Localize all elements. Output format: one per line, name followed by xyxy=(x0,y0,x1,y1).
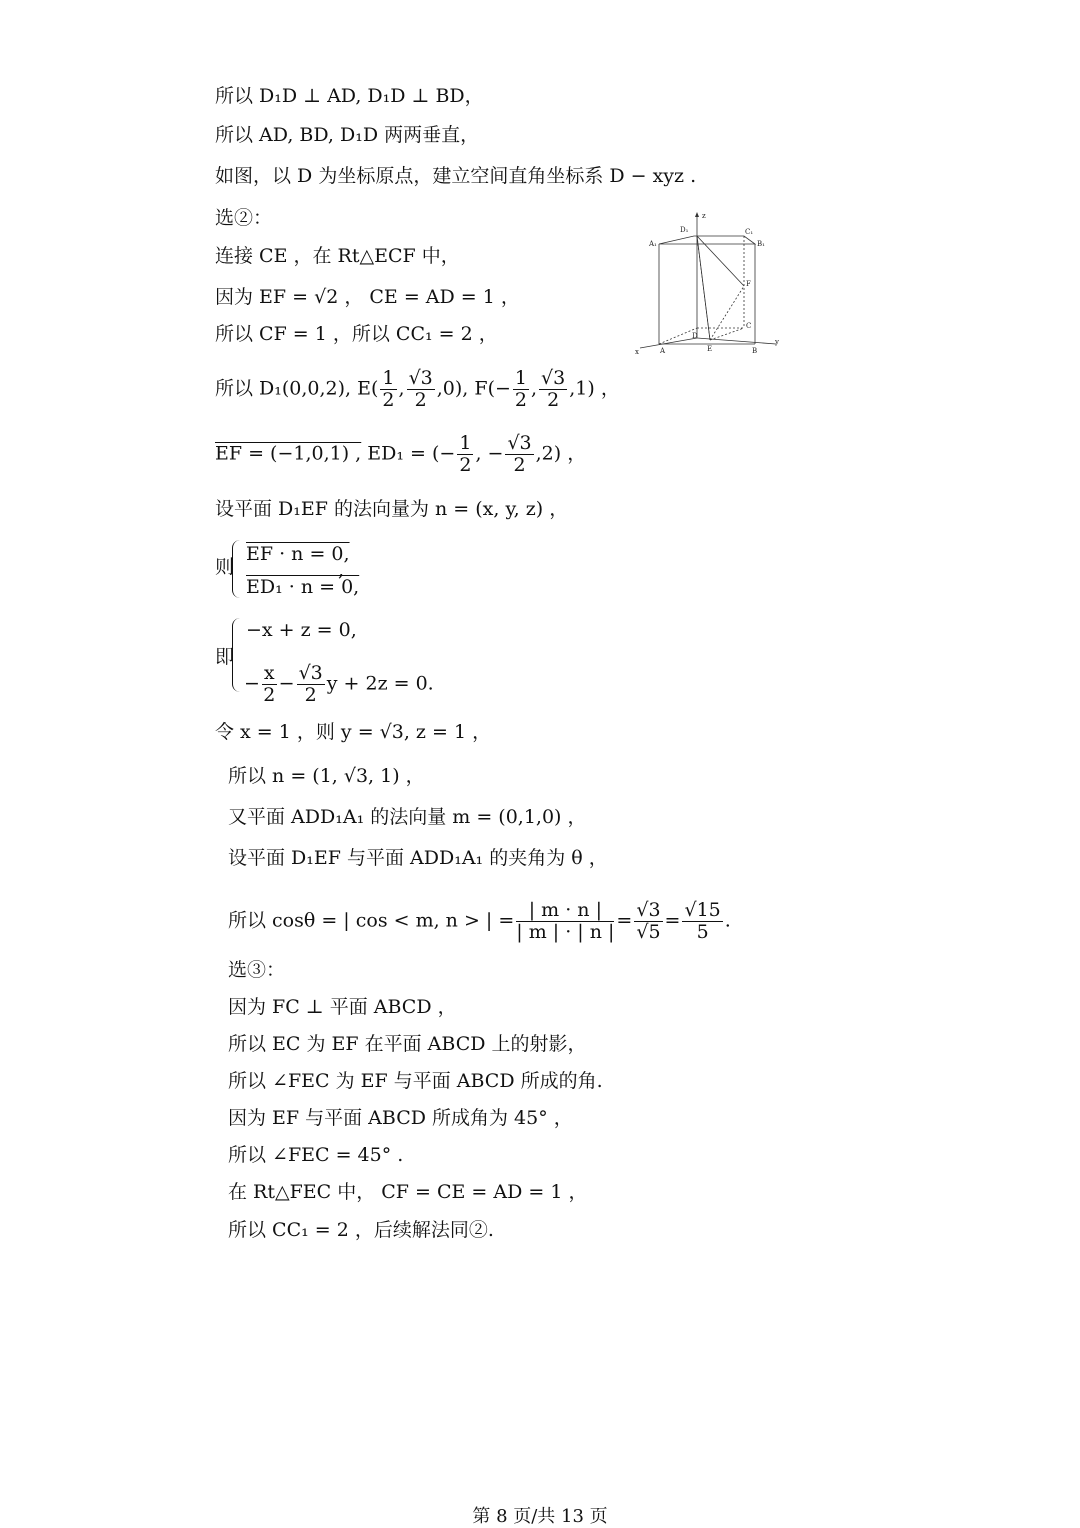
fraction: $\frac{√3}{2}$ xyxy=(507,432,532,476)
option-3-heading: 选③： xyxy=(228,959,286,981)
text-line-angle: 所以 ∠FEC 为 EF 与平面 ABCD 所成的角. xyxy=(228,1070,603,1092)
system1-eq1: EF · n = 0, xyxy=(246,543,350,565)
system1-eq2: ED₁ · n = 0, xyxy=(246,576,360,598)
text-line-6: 因为 EF = √2 ， CE = AD = 1 ， xyxy=(215,286,520,308)
text-line-theta: 设平面 D₁EF 与平面 ADD₁A₁ 的夹角为 θ ， xyxy=(228,847,608,869)
text-line-ec: 所以 EC 为 EF 在平面 ABCD 上的射影， xyxy=(228,1033,587,1055)
text-line-let: 令 x = 1 ，则 y = √3, z = 1 ， xyxy=(215,721,492,743)
label-b: B xyxy=(752,347,758,355)
text-line-fc: 因为 FC ⊥ 平面 ABCD ， xyxy=(228,996,457,1018)
label-a: A xyxy=(660,347,666,355)
fraction: $\frac{√3}{√5}$ xyxy=(636,899,661,943)
label-c: C xyxy=(746,322,752,330)
brace xyxy=(232,618,243,692)
vectors-line: EF = (−1,0,1) , ED₁ = (− $\frac{1}{2}$ , − $\frac{√3}{2}$ ,2) ， xyxy=(215,432,587,476)
cosine-line: 所以 cosθ = | cos < m, n > | = $\frac{| m \cdot n |}{| m | \cdot | n |}$ = $\frac{√3}{√5}$ = $\frac{√15}{5}$ . xyxy=(228,899,731,943)
coordinates-line: 所以 D₁(0,0,2), E( $\frac{1}{2}$ , $\frac{√3}{2}$ ,0), F(− $\frac{1}{2}$ , $\frac{√3}{2}$ ,1) ， xyxy=(215,367,620,411)
fraction: $\frac{x}{2}$ xyxy=(263,662,276,706)
label-c1: C₁ xyxy=(745,228,754,236)
fraction: $\frac{√3}{2}$ xyxy=(408,367,433,411)
x-axis xyxy=(640,338,697,348)
brace xyxy=(232,540,243,598)
prism-coordinate-figure xyxy=(632,208,782,358)
fraction: $\frac{1}{2}$ xyxy=(382,367,395,411)
text-line-3: 如图，以 D 为坐标原点，建立空间直角坐标系 D − xyz . xyxy=(215,165,697,187)
text-line-rt: 在 Rt△FEC 中， CF = CE = AD = 1 ， xyxy=(228,1181,588,1203)
text-line-5: 连接 CE ，在 Rt△ECF 中， xyxy=(215,245,460,267)
label-e: E xyxy=(707,345,713,353)
label-d1: D₁ xyxy=(680,226,689,234)
label-f: F xyxy=(746,280,751,288)
label-x: x xyxy=(635,348,639,356)
segment-ec xyxy=(710,328,744,340)
text-line-1: 所以 D₁D ⊥ AD, D₁D ⊥ BD， xyxy=(215,85,484,107)
fraction: $\frac{√3}{2}$ xyxy=(298,662,323,706)
label-a1: A₁ xyxy=(649,240,657,248)
fraction: $\frac{1}{2}$ xyxy=(459,432,472,476)
label-z: z xyxy=(702,212,706,220)
fraction: $\frac{√15}{5}$ xyxy=(684,899,721,943)
fraction: $\frac{| m \cdot n |}{| m | \cdot | n |}$ xyxy=(516,899,615,943)
z-arrow xyxy=(695,212,699,217)
system2-eq1: −x + z = 0, xyxy=(246,619,357,641)
y-axis xyxy=(697,338,776,344)
system1-label: 则 xyxy=(215,556,235,578)
segment-d1f xyxy=(697,236,744,286)
label-d: D xyxy=(692,332,698,340)
label-b1: B₁ xyxy=(757,240,765,248)
text-line-final: 所以 CC₁ = 2 ，后续解法同②. xyxy=(228,1219,494,1241)
fraction: $\frac{1}{2}$ xyxy=(514,367,527,411)
system1-tail: , xyxy=(338,559,345,581)
system2-label: 即 xyxy=(215,646,235,668)
text-line-45: 因为 EF 与平面 ABCD 所成角为 45° ， xyxy=(228,1107,573,1129)
top-face xyxy=(659,236,755,244)
system2-eq2: − $\frac{x}{2}$ − $\frac{√3}{2}$ y + 2z = 0. xyxy=(244,662,434,706)
fraction: $\frac{√3}{2}$ xyxy=(541,367,566,411)
segment-ef xyxy=(710,286,744,340)
text-line-7: 所以 CF = 1 ，所以 CC₁ = 2 ， xyxy=(215,323,498,345)
page-footer: 第 8 页/共 13 页 xyxy=(472,1506,608,1527)
text-line-n: 所以 n = (1, √3, 1) ， xyxy=(228,765,425,787)
text-line-m: 又平面 ADD₁A₁ 的法向量 m = (0,1,0) ， xyxy=(228,806,587,828)
text-line-2: 所以 AD, BD, D₁D 两两垂直， xyxy=(215,124,480,146)
normal-vector-setup: 设平面 D₁EF 的法向量为 n = (x, y, z) ， xyxy=(215,498,569,520)
label-y: y xyxy=(775,338,779,346)
text-line-fec: 所以 ∠FEC = 45° . xyxy=(228,1144,404,1166)
option-2-heading: 选②： xyxy=(215,207,273,229)
